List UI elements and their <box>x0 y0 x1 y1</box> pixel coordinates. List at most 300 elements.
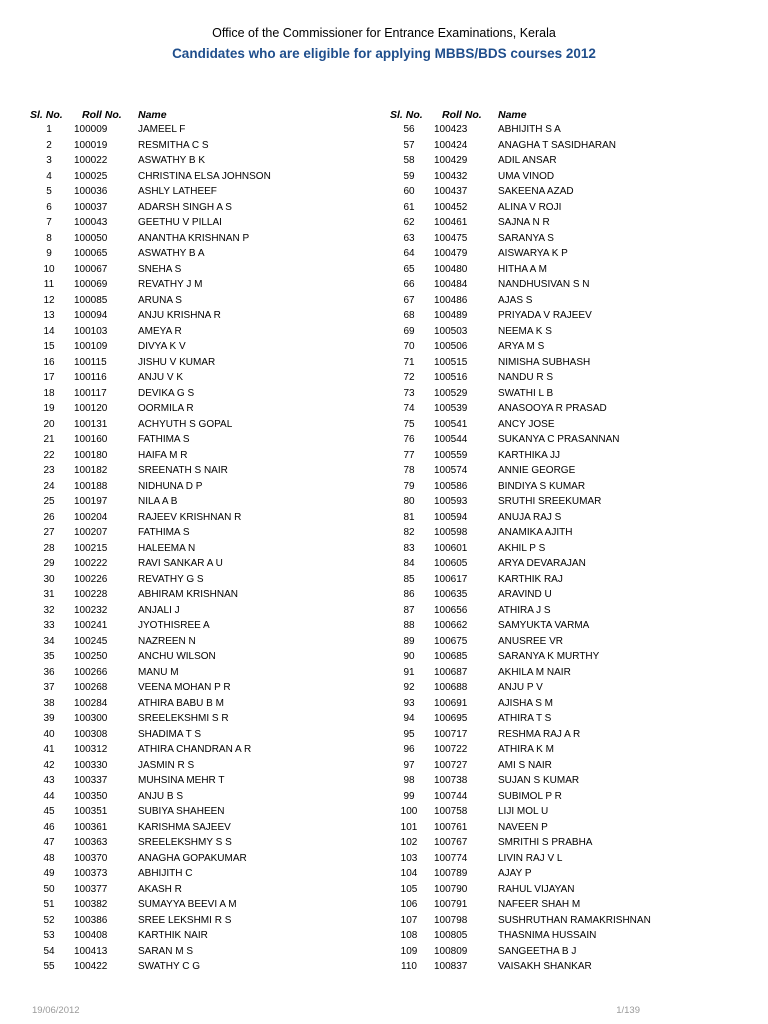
row-name: ADIL ANSAR <box>498 155 557 166</box>
row-roll-no: 100506 <box>434 341 468 352</box>
row-name: DIVYA K V <box>138 341 186 352</box>
row-name: DEVIKA G S <box>138 387 195 399</box>
row-name: LIVIN RAJ V L <box>498 852 563 864</box>
row-roll-no: 100069 <box>74 279 108 290</box>
row-sl-no: 100 <box>400 806 418 817</box>
row-sl-no: 50 <box>43 883 55 895</box>
row-name: NAZREEN N <box>138 635 196 647</box>
row-sl-no: 18 <box>43 387 55 399</box>
row-sl-no: 51 <box>43 899 55 910</box>
row-roll-no: 100250 <box>74 651 108 662</box>
table-row <box>384 913 724 929</box>
row-sl-no: 85 <box>403 573 415 585</box>
office-title: Office of the Commissioner for Entrance Examinations, Kerala <box>212 26 556 40</box>
row-sl-no: 7 <box>46 217 52 228</box>
table-row <box>384 231 724 247</box>
table-row <box>384 804 724 820</box>
row-roll-no: 100574 <box>434 465 468 476</box>
row-name: ANJALI J <box>138 604 180 616</box>
table-row <box>24 665 364 681</box>
row-roll-no: 100656 <box>434 604 468 616</box>
row-name: RAHUL VIJAYAN <box>498 883 575 895</box>
row-name: SHADIMA T S <box>138 728 201 740</box>
row-name: ARYA DEVARAJAN <box>498 558 586 569</box>
table-row <box>384 293 724 309</box>
row-name: AJISHA S M <box>498 697 554 709</box>
table-row <box>24 293 364 309</box>
table-row <box>24 184 364 200</box>
row-sl-no: 83 <box>403 542 415 554</box>
row-name: SAJNA N R <box>498 217 550 228</box>
row-name: PRIYADA V RAJEEV <box>498 310 592 321</box>
row-roll-no: 100036 <box>74 186 108 197</box>
table-row <box>24 866 364 882</box>
row-name: SARAN M S <box>138 945 194 957</box>
row-roll-no: 100207 <box>74 527 108 538</box>
row-name: ANASOOYA R PRASAD <box>498 403 607 414</box>
row-name: AJAY P <box>498 868 532 879</box>
row-name: ANANTHA KRISHNAN P <box>138 232 250 244</box>
row-sl-no: 46 <box>43 821 55 833</box>
row-name: AMI S NAIR <box>498 759 552 771</box>
row-roll-no: 100475 <box>434 232 468 244</box>
row-roll-no: 100559 <box>434 449 468 461</box>
row-sl-no: 82 <box>403 527 415 538</box>
row-roll-no: 100480 <box>434 263 468 275</box>
row-roll-no: 100022 <box>74 155 108 166</box>
row-name: SANGEETHA B J <box>498 945 577 957</box>
row-roll-no: 100103 <box>74 325 108 337</box>
row-name: SUJAN S KUMAR <box>498 775 580 786</box>
row-name: JAMEEL F <box>138 124 186 135</box>
row-name: ABHIRAM KRISHNAN <box>138 589 239 600</box>
table-row <box>24 541 364 557</box>
row-roll-no: 100423 <box>434 124 468 135</box>
header-name: Name <box>138 109 167 121</box>
table-row <box>384 262 724 278</box>
table-row <box>24 804 364 820</box>
row-roll-no: 100695 <box>434 713 468 724</box>
table-row <box>24 494 364 510</box>
row-sl-no: 3 <box>46 155 52 166</box>
row-roll-no: 100330 <box>74 759 108 771</box>
row-roll-no: 100025 <box>74 170 108 182</box>
row-name: AKASH R <box>138 883 182 895</box>
row-sl-no: 91 <box>403 666 415 678</box>
row-name: ANUJA RAJ S <box>498 511 562 523</box>
row-roll-no: 100351 <box>74 806 108 817</box>
row-sl-no: 104 <box>400 868 418 879</box>
table-row <box>384 339 724 355</box>
row-roll-no: 100541 <box>434 418 468 430</box>
row-roll-no: 100461 <box>434 217 468 228</box>
row-sl-no: 57 <box>403 139 415 151</box>
table-row <box>384 541 724 557</box>
table-row <box>384 773 724 789</box>
row-name: ANUSREE VR <box>498 635 564 647</box>
table-row <box>24 169 364 185</box>
row-sl-no: 35 <box>43 651 55 662</box>
row-name: VEENA MOHAN P R <box>138 682 231 693</box>
table-row <box>24 339 364 355</box>
table-row <box>24 355 364 371</box>
row-roll-no: 100790 <box>434 883 468 895</box>
row-sl-no: 40 <box>43 728 55 740</box>
row-sl-no: 31 <box>43 589 55 600</box>
table-row <box>24 634 364 650</box>
row-name: ATHIRA T S <box>498 713 552 724</box>
row-name: SAMYUKTA VARMA <box>498 620 590 631</box>
row-roll-no: 100774 <box>434 852 468 864</box>
table-row <box>384 866 724 882</box>
row-name: REVATHY G S <box>138 573 204 585</box>
row-roll-no: 100717 <box>434 728 468 740</box>
row-sl-no: 102 <box>400 837 418 848</box>
row-name: NANDHUSIVAN S N <box>498 279 590 290</box>
row-name: ATHIRA J S <box>498 604 551 616</box>
table-row <box>24 851 364 867</box>
row-name: ASWATHY B K <box>138 155 206 166</box>
row-name: ASWATHY B A <box>138 248 205 259</box>
table-row <box>384 324 724 340</box>
row-roll-no: 100486 <box>434 294 468 306</box>
row-roll-no: 100268 <box>74 682 108 693</box>
row-sl-no: 60 <box>403 186 415 197</box>
row-roll-no: 100601 <box>434 542 468 554</box>
table-row <box>384 308 724 324</box>
table-row <box>384 665 724 681</box>
row-name: KARTHIK RAJ <box>498 573 563 585</box>
row-roll-no: 100544 <box>434 434 468 445</box>
row-roll-no: 100222 <box>74 558 108 569</box>
table-row <box>384 711 724 727</box>
row-sl-no: 12 <box>43 294 55 306</box>
table-row <box>384 696 724 712</box>
row-name: ATHIRA BABU B M <box>138 697 224 709</box>
row-roll-no: 100598 <box>434 527 468 538</box>
row-name: ADARSH SINGH A S <box>138 201 232 213</box>
row-roll-no: 100109 <box>74 341 108 352</box>
row-sl-no: 48 <box>43 852 55 864</box>
row-roll-no: 100516 <box>434 372 468 383</box>
table-row <box>24 138 364 154</box>
row-name: NIDHUNA D P <box>138 480 203 492</box>
table-row <box>24 696 364 712</box>
table-row <box>384 370 724 386</box>
table-row <box>384 200 724 216</box>
row-roll-no: 100635 <box>434 589 468 600</box>
row-sl-no: 22 <box>43 449 55 461</box>
row-name: SRUTHI SREEKUMAR <box>498 496 602 507</box>
table-row <box>24 773 364 789</box>
row-roll-no: 100094 <box>74 310 108 321</box>
row-name: SUKANYA C PRASANNAN <box>498 434 620 445</box>
row-name: ASHLY LATHEEF <box>138 186 217 197</box>
row-sl-no: 2 <box>46 139 52 151</box>
table-body <box>24 122 364 975</box>
row-name: SUBIYA SHAHEEN <box>138 806 225 817</box>
row-name: SREENATH S NAIR <box>138 465 228 476</box>
table-row <box>24 572 364 588</box>
row-roll-no: 100539 <box>434 403 468 414</box>
row-sl-no: 70 <box>403 341 415 352</box>
row-name: MUHSINA MEHR T <box>138 775 225 786</box>
row-name: ANJU P V <box>498 682 543 693</box>
row-name: THASNIMA HUSSAIN <box>498 930 597 941</box>
table-row <box>24 231 364 247</box>
row-name: NEEMA K S <box>498 325 552 337</box>
row-name: KARTHIK NAIR <box>138 930 208 941</box>
row-roll-no: 100722 <box>434 744 468 755</box>
table-row <box>384 448 724 464</box>
row-name: SARANYA S <box>498 232 554 244</box>
row-roll-no: 100489 <box>434 310 468 321</box>
row-sl-no: 105 <box>400 883 418 895</box>
row-roll-no: 100373 <box>74 868 108 879</box>
row-roll-no: 100687 <box>434 666 468 678</box>
row-sl-no: 1 <box>46 124 52 135</box>
row-name: RESHMA RAJ A R <box>498 728 581 740</box>
row-roll-no: 100117 <box>74 387 107 399</box>
table-row <box>24 913 364 929</box>
row-roll-no: 100422 <box>74 961 108 972</box>
row-roll-no: 100009 <box>74 124 108 135</box>
row-roll-no: 100120 <box>74 403 108 414</box>
table-row <box>24 897 364 913</box>
table-row <box>24 448 364 464</box>
row-sl-no: 42 <box>43 759 55 771</box>
header-sl-no: Sl. No. <box>390 109 423 121</box>
row-sl-no: 73 <box>403 387 415 399</box>
row-roll-no: 100245 <box>74 635 108 647</box>
row-sl-no: 36 <box>43 666 55 678</box>
row-sl-no: 41 <box>43 744 55 755</box>
row-sl-no: 55 <box>43 961 55 972</box>
row-name: ARYA M S <box>498 341 545 352</box>
row-roll-no: 100065 <box>74 248 108 259</box>
row-sl-no: 93 <box>403 697 415 709</box>
row-sl-no: 64 <box>403 248 415 259</box>
table-row <box>24 308 364 324</box>
row-name: NAVEEN P <box>498 821 548 833</box>
row-name: ANAGHA T SASIDHARAN <box>498 139 616 151</box>
row-name: ANNIE GEORGE <box>498 465 576 476</box>
table-row <box>384 494 724 510</box>
row-roll-no: 100067 <box>74 263 108 275</box>
table-row <box>384 820 724 836</box>
row-roll-no: 100738 <box>434 775 468 786</box>
row-name: JYOTHISREE A <box>138 620 210 631</box>
row-name: SREELEKSHMY S S <box>138 837 232 848</box>
row-sl-no: 33 <box>43 620 55 631</box>
row-name: AKHILA M NAIR <box>498 666 571 678</box>
row-roll-no: 100312 <box>74 744 108 755</box>
row-sl-no: 28 <box>43 542 55 554</box>
table-row <box>24 944 364 960</box>
row-name: CHRISTINA ELSA JOHNSON <box>138 170 271 182</box>
row-sl-no: 89 <box>403 635 415 647</box>
table-row <box>24 277 364 293</box>
row-name: ATHIRA K M <box>498 744 554 755</box>
row-roll-no: 100761 <box>434 821 468 833</box>
row-roll-no: 100386 <box>74 914 108 926</box>
row-roll-no: 100758 <box>434 806 468 817</box>
row-sl-no: 15 <box>43 341 55 352</box>
row-sl-no: 8 <box>46 232 52 244</box>
row-name: BINDIYA S KUMAR <box>498 480 586 492</box>
row-roll-no: 100050 <box>74 232 108 244</box>
row-sl-no: 23 <box>43 465 55 476</box>
row-sl-no: 76 <box>403 434 415 445</box>
row-sl-no: 97 <box>403 759 415 771</box>
row-roll-no: 100377 <box>74 883 108 895</box>
row-roll-no: 100789 <box>434 868 468 879</box>
row-roll-no: 100503 <box>434 325 468 337</box>
row-name: ANCHU WILSON <box>138 651 216 662</box>
row-name: JISHU V KUMAR <box>138 356 216 368</box>
row-sl-no: 32 <box>43 604 55 616</box>
row-sl-no: 67 <box>403 294 415 306</box>
row-sl-no: 37 <box>43 682 55 693</box>
row-sl-no: 101 <box>400 821 418 833</box>
row-name: ATHIRA CHANDRAN A R <box>138 744 252 755</box>
row-roll-no: 100370 <box>74 852 108 864</box>
row-sl-no: 54 <box>43 945 55 957</box>
table-row <box>384 928 724 944</box>
row-roll-no: 100744 <box>434 790 468 802</box>
row-roll-no: 100182 <box>74 465 108 476</box>
row-roll-no: 100300 <box>74 713 108 724</box>
row-roll-no: 100593 <box>434 496 468 507</box>
row-roll-no: 100413 <box>74 945 108 957</box>
table-row <box>384 603 724 619</box>
row-sl-no: 92 <box>403 682 415 693</box>
row-sl-no: 78 <box>403 465 415 476</box>
table-row <box>384 944 724 960</box>
row-name: SREELEKSHMI S R <box>138 713 229 724</box>
row-name: REVATHY J M <box>138 279 203 290</box>
row-name: ANAMIKA AJITH <box>498 527 573 538</box>
table-row <box>384 897 724 913</box>
table-row <box>24 463 364 479</box>
table-row <box>384 835 724 851</box>
row-sl-no: 68 <box>403 310 415 321</box>
row-roll-no: 100204 <box>74 511 108 523</box>
row-sl-no: 39 <box>43 713 55 724</box>
table-row <box>24 122 364 138</box>
row-name: HALEEMA N <box>138 542 196 554</box>
row-name: FATHIMA S <box>138 434 190 445</box>
table-row <box>384 556 724 572</box>
row-roll-no: 100529 <box>434 387 468 399</box>
row-sl-no: 87 <box>403 604 415 616</box>
row-name: KARTHIKA JJ <box>498 449 561 461</box>
row-roll-no: 100180 <box>74 449 108 461</box>
header-name: Name <box>498 109 527 121</box>
row-sl-no: 43 <box>43 775 55 786</box>
row-sl-no: 58 <box>403 155 415 166</box>
table-row <box>24 510 364 526</box>
row-name: SUSHRUTHAN RAMAKRISHNAN <box>498 914 651 926</box>
row-roll-no: 100809 <box>434 945 468 957</box>
row-sl-no: 72 <box>403 372 415 383</box>
row-sl-no: 75 <box>403 418 415 430</box>
row-sl-no: 9 <box>46 248 52 259</box>
row-name: ALINA V ROJI <box>498 201 562 213</box>
row-name: MANU M <box>138 666 179 678</box>
candidate-table-left <box>24 108 364 975</box>
row-roll-no: 100228 <box>74 589 108 600</box>
row-sl-no: 49 <box>43 868 55 879</box>
table-row <box>24 587 364 603</box>
table-row <box>24 959 364 975</box>
row-sl-no: 90 <box>403 651 415 662</box>
row-name: ANJU KRISHNA R <box>138 310 221 321</box>
table-row <box>384 634 724 650</box>
table-row <box>384 153 724 169</box>
row-sl-no: 103 <box>400 852 418 864</box>
row-roll-no: 100594 <box>434 511 468 523</box>
table-row <box>384 587 724 603</box>
table-row <box>24 649 364 665</box>
row-roll-no: 100115 <box>74 356 107 368</box>
table-row <box>384 169 724 185</box>
row-name: FATHIMA S <box>138 527 190 538</box>
row-sl-no: 110 <box>401 961 417 972</box>
row-roll-no: 100484 <box>434 279 468 290</box>
row-sl-no: 14 <box>43 325 55 337</box>
header-roll-no: Roll No. <box>82 109 122 121</box>
row-roll-no: 100241 <box>74 620 108 631</box>
table-row <box>384 618 724 634</box>
table-header <box>384 108 724 122</box>
table-row <box>384 386 724 402</box>
row-name: ABHIJITH S A <box>498 124 561 135</box>
table-row <box>384 758 724 774</box>
row-name: UMA VINOD <box>498 170 555 182</box>
row-sl-no: 17 <box>43 372 55 383</box>
table-row <box>24 742 364 758</box>
row-name: NIMISHA SUBHASH <box>498 356 591 368</box>
table-row <box>24 246 364 262</box>
table-row <box>384 742 724 758</box>
header-sl-no: Sl. No. <box>30 109 63 121</box>
row-name: ABHIJITH C <box>138 868 193 879</box>
row-sl-no: 95 <box>403 728 415 740</box>
row-sl-no: 79 <box>403 480 415 492</box>
row-roll-no: 100515 <box>434 356 468 368</box>
row-roll-no: 100691 <box>434 697 468 709</box>
table-row <box>24 758 364 774</box>
row-roll-no: 100437 <box>434 186 468 197</box>
table-row <box>384 882 724 898</box>
row-sl-no: 4 <box>46 170 52 182</box>
row-sl-no: 52 <box>43 914 55 926</box>
row-sl-no: 81 <box>403 511 415 523</box>
table-row <box>24 680 364 696</box>
footer-date: 19/06/2012 <box>32 1005 80 1016</box>
table-row <box>384 432 724 448</box>
row-sl-no: 53 <box>43 930 55 941</box>
table-row <box>24 618 364 634</box>
row-sl-no: 38 <box>43 697 55 709</box>
row-sl-no: 88 <box>403 620 415 631</box>
row-sl-no: 65 <box>403 263 415 275</box>
row-sl-no: 86 <box>403 589 415 600</box>
table-row <box>24 556 364 572</box>
row-sl-no: 106 <box>400 899 418 910</box>
row-name: RESMITHA C S <box>138 139 209 151</box>
